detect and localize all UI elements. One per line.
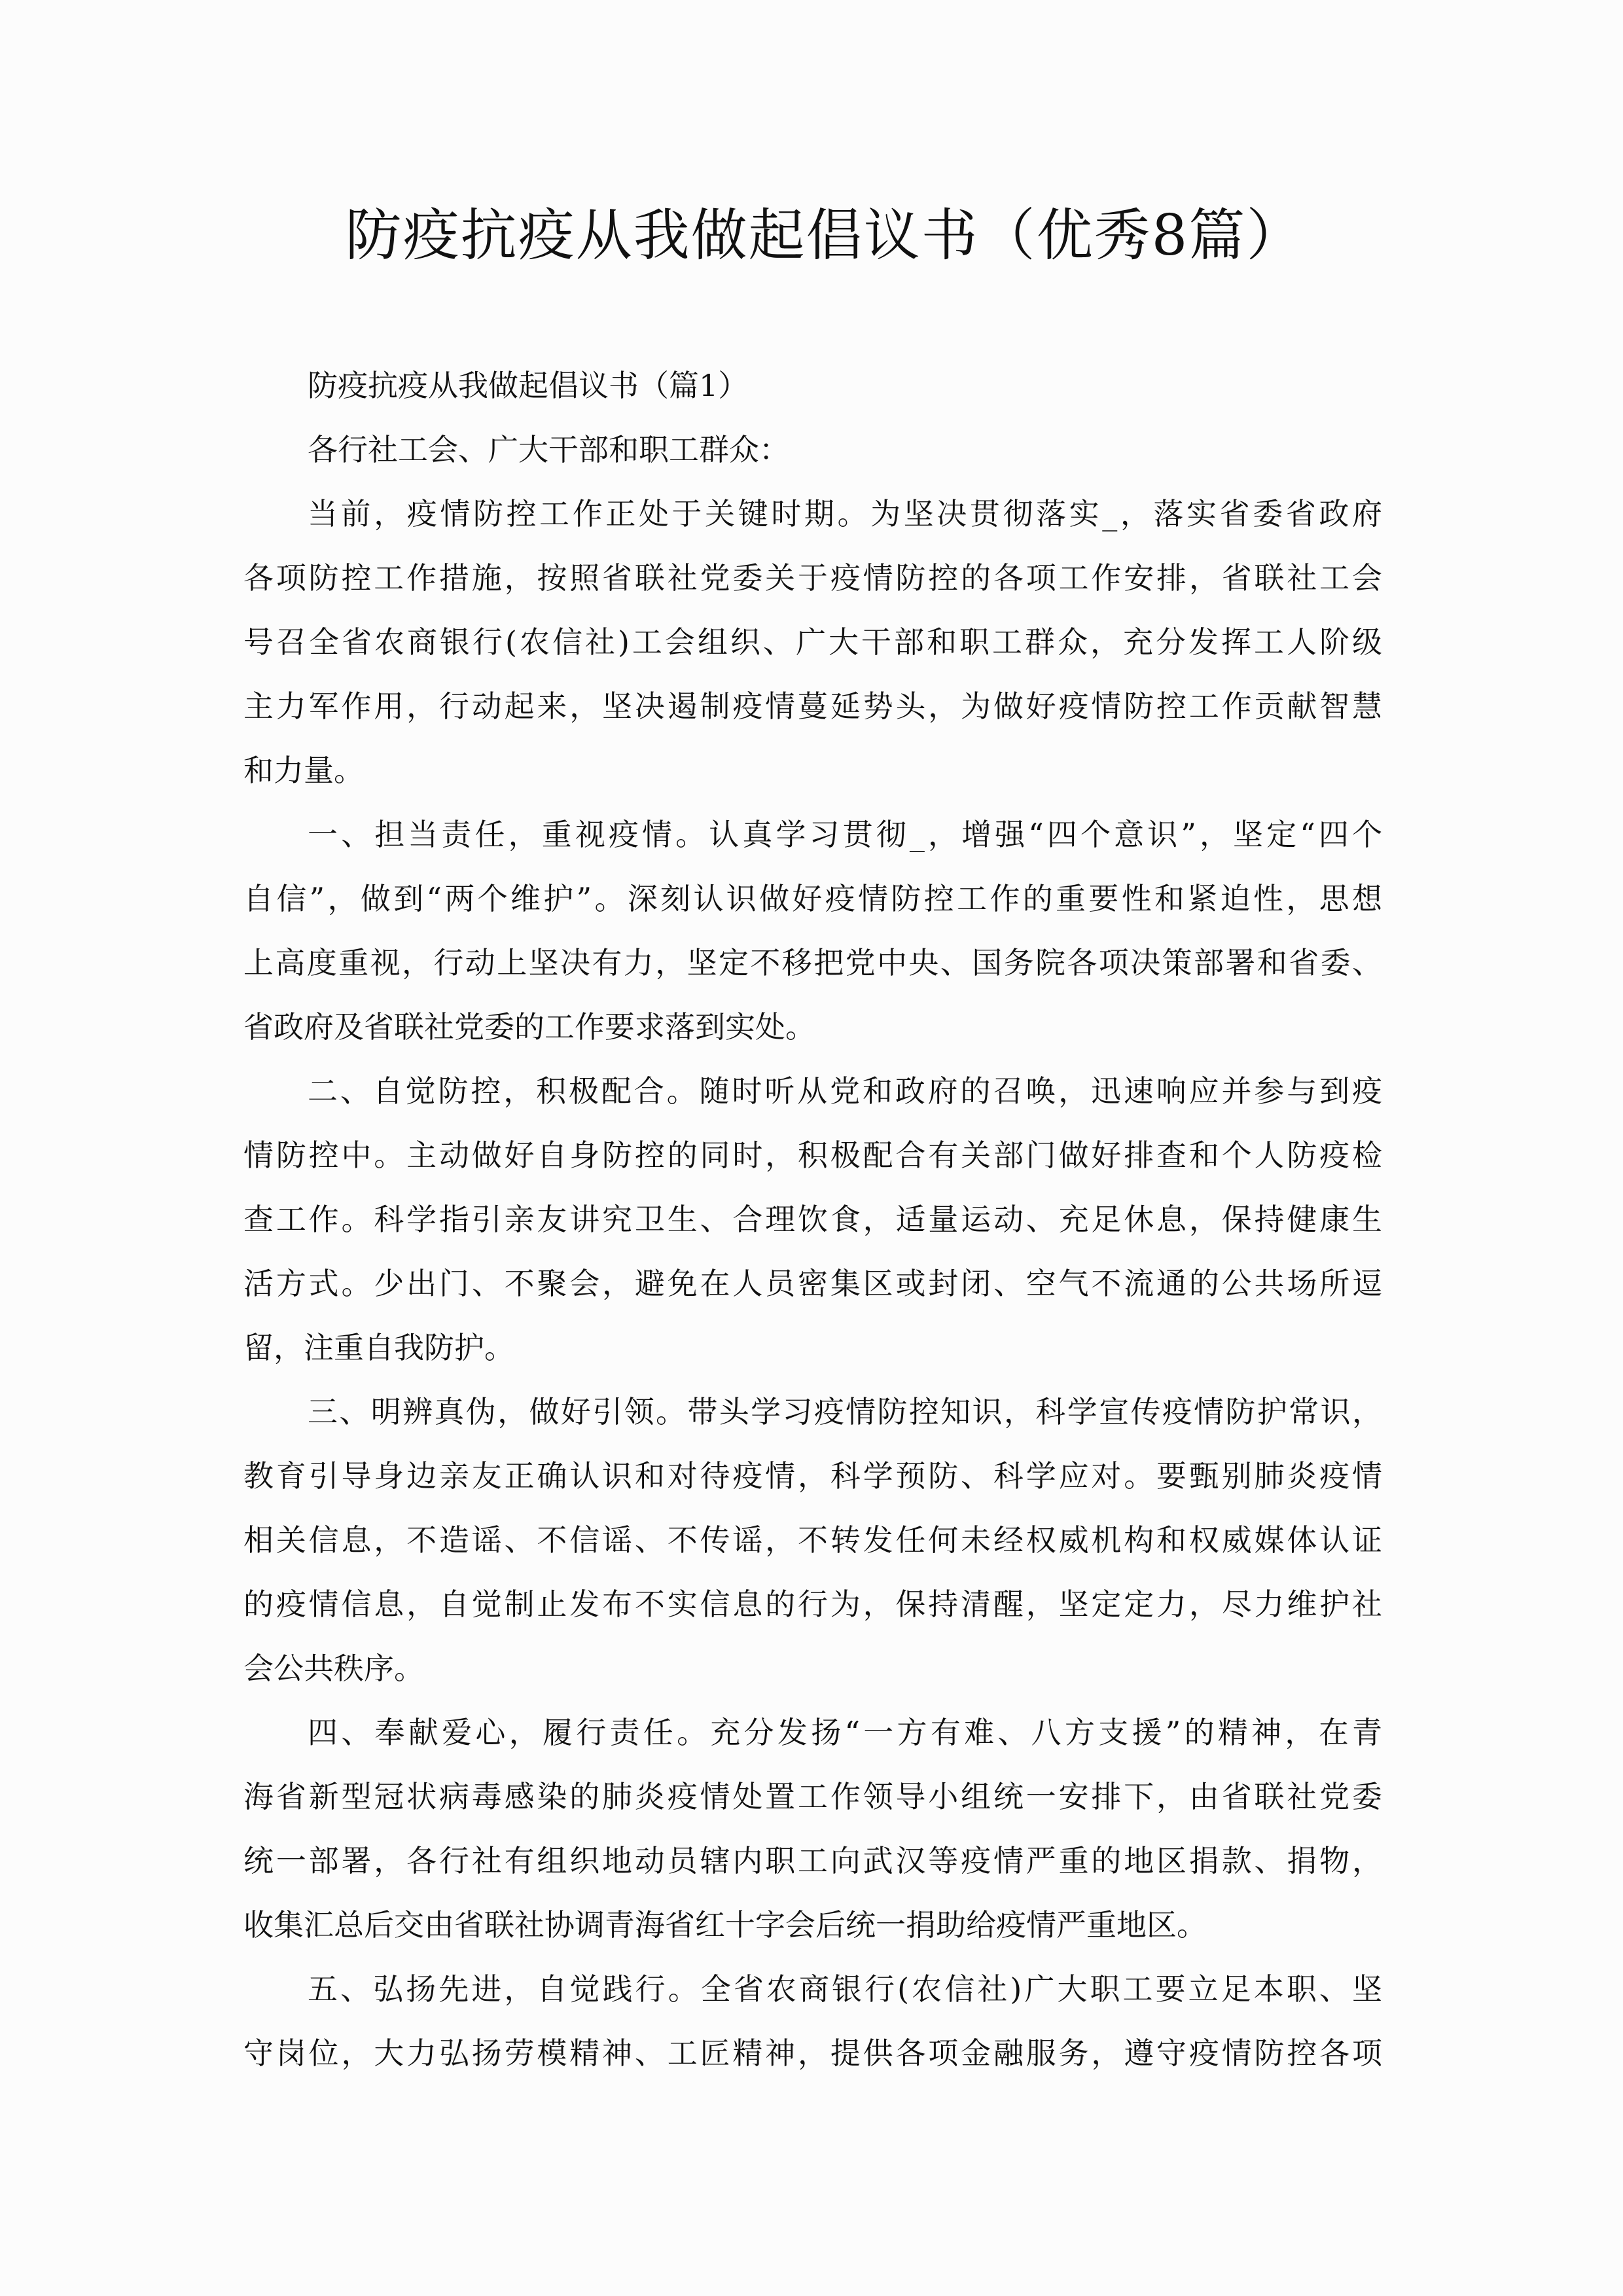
salutation: 各行社工会、广大干部和职工群众： bbox=[308, 432, 789, 467]
paragraph-line: 守岗位，大力弘扬劳模精神、工匠精神，提供各项金融服务，遵守疫情防控各项 bbox=[243, 2036, 1382, 2071]
paragraph-line: 统一部署，各行社有组织地动员辖内职工向武汉等疫情严重的地区捐款、捐物， bbox=[243, 1843, 1382, 1878]
paragraph-point-4 bbox=[243, 1700, 1382, 1957]
paragraph-line: 各项防控工作措施，按照省联社党委关于疫情防控的各项工作安排，省联社工会 bbox=[243, 560, 1382, 596]
paragraph-line: 主力军作用，行动起来，坚决遏制疫情蔓延势头，为做好疫情防控工作贡献智慧 bbox=[243, 689, 1382, 724]
paragraph-line: 自信”，做到“两个维护”。深刻认识做好疫情防控工作的重要性和紧迫性，思想 bbox=[243, 881, 1382, 916]
paragraph-line: 留，注重自我防护。 bbox=[243, 1330, 514, 1365]
paragraph-line: 情防控中。主动做好自身防控的同时，积极配合有关部门做好排查和个人防疫检 bbox=[243, 1138, 1382, 1173]
paragraph-line: 海省新型冠状病毒感染的肺炎疫情处置工作领导小组统一安排下，由省联社党委 bbox=[243, 1779, 1382, 1814]
paragraph-line: 省政府及省联社党委的工作要求落到实处。 bbox=[243, 1009, 815, 1045]
paragraph-point-5 bbox=[243, 1957, 1382, 2085]
paragraph-line: 二、自觉防控，积极配合。随时听从党和政府的召唤，迅速响应并参与到疫 bbox=[308, 1073, 1382, 1109]
paragraph-line: 活方式。少出门、不聚会，避免在人员密集区或封闭、空气不流通的公共场所逗 bbox=[243, 1266, 1382, 1301]
paragraph-line: 当前，疫情防控工作正处于关键时期。为坚决贯彻落实_，落实省委省政府 bbox=[308, 496, 1382, 531]
paragraph-line: 五、弘扬先进，自觉践行。全省农商银行(农信社)广大职工要立足本职、坚 bbox=[308, 1971, 1382, 2007]
paragraph-line: 和力量。 bbox=[243, 753, 364, 788]
paragraph-line: 一、担当责任，重视疫情。认真学习贯彻_，增强“四个意识”，坚定“四个 bbox=[308, 817, 1382, 852]
paragraph-line: 查工作。科学指引亲友讲究卫生、合理饮食，适量运动、充足休息，保持健康生 bbox=[243, 1202, 1382, 1237]
paragraph-point-3 bbox=[243, 1380, 1382, 1700]
paragraph-line: 四、奉献爱心，履行责任。充分发扬“一方有难、八方支援”的精神，在青 bbox=[308, 1715, 1382, 1750]
document-body bbox=[243, 353, 1382, 2085]
paragraph-line: 教育引导身边亲友正确认识和对待疫情，科学预防、科学应对。要甄别肺炎疫情 bbox=[243, 1458, 1382, 1494]
paragraph-line: 上高度重视，行动上坚决有力，坚定不移把党中央、国务院各项决策部署和省委、 bbox=[243, 945, 1382, 980]
section-heading: 防疫抗疫从我做起倡议书（篇1） bbox=[308, 368, 749, 403]
paragraph-intro bbox=[243, 482, 1382, 802]
paragraph-line: 收集汇总后交由省联社协调青海省红十字会后统一捐助给疫情严重地区。 bbox=[243, 1907, 1207, 1943]
paragraph-point-1 bbox=[243, 802, 1382, 1059]
paragraph-point-2 bbox=[243, 1059, 1382, 1380]
document-title: 防疫抗疫从我做起倡议书（优秀8篇） bbox=[345, 203, 1304, 268]
paragraph-line: 相关信息，不造谣、不信谣、不传谣，不转发任何未经权威机构和权威媒体认证 bbox=[243, 1522, 1382, 1558]
paragraph-line: 号召全省农商银行(农信社)工会组织、广大干部和职工群众，充分发挥工人阶级 bbox=[243, 624, 1382, 660]
paragraph-line: 三、明辨真伪，做好引领。带头学习疫情防控知识，科学宣传疫情防护常识， bbox=[308, 1394, 1382, 1429]
paragraph-line: 的疫情信息，自觉制止发布不实信息的行为，保持清醒，坚定定力，尽力维护社 bbox=[243, 1587, 1382, 1622]
paragraph-line: 会公共秩序。 bbox=[243, 1651, 424, 1686]
